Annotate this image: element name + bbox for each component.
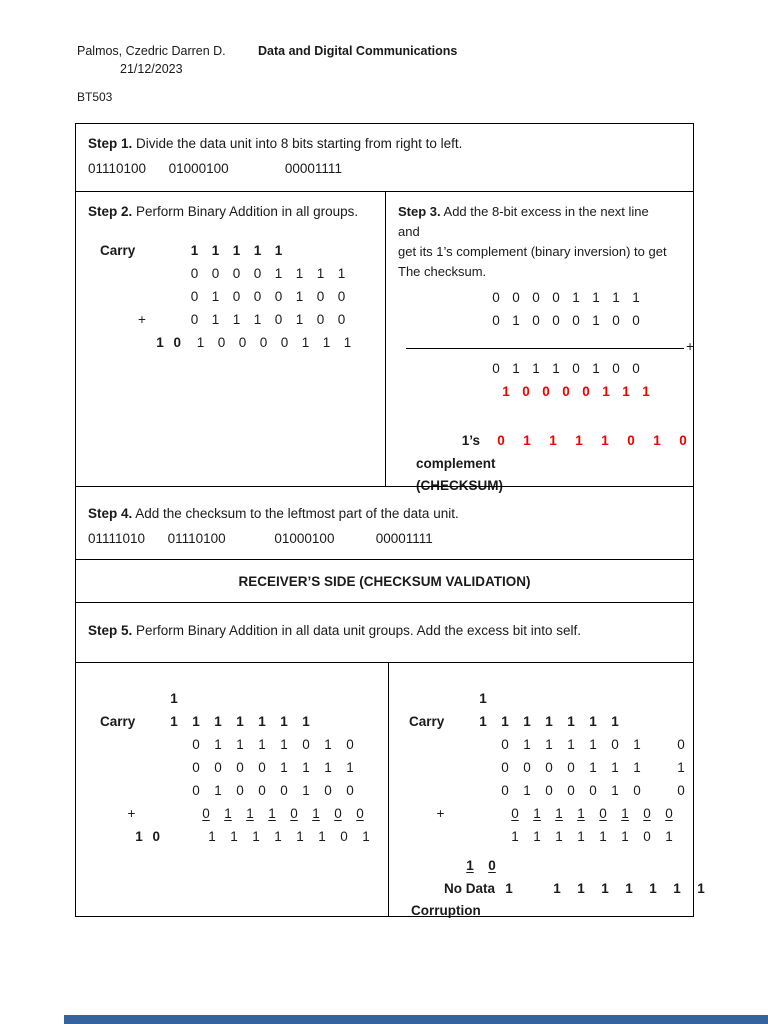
bit: 1 (697, 880, 705, 896)
bit: 0 (337, 289, 346, 305)
bit: 1 (592, 313, 600, 329)
bit: 1 (343, 335, 352, 351)
bit: 1 (268, 805, 276, 821)
bit: 0 (562, 384, 570, 400)
bit: 1 (253, 312, 262, 328)
step2-text: Step 2. Perform Binary Addition in all groups. (88, 204, 359, 219)
binary-row-label: + (436, 805, 445, 821)
bit: 0 (492, 313, 500, 329)
bit: 1 (236, 713, 244, 729)
bit: 1 (192, 713, 200, 729)
binary-row-label: + (127, 805, 136, 821)
bit (521, 879, 545, 899)
bit: 0 (599, 805, 607, 821)
bit: 0 (532, 313, 540, 329)
bit: 1 (555, 828, 563, 844)
bit: 1 (295, 266, 304, 282)
bit: 1 (258, 713, 266, 729)
bit: 0 (232, 266, 241, 282)
binary-row (88, 802, 382, 825)
bit: 1 (301, 335, 310, 351)
binary-row-label: 1 0 (156, 335, 184, 351)
bit: 0 (346, 736, 354, 752)
bit: 1 (274, 243, 283, 259)
bit: 1 (567, 713, 575, 729)
binary-row (397, 825, 713, 848)
bit: 0 (346, 782, 354, 798)
checksum-worksheet-table (75, 123, 705, 919)
bit: 0 (238, 335, 247, 351)
bit: 1 (523, 736, 531, 752)
bit: 1 (232, 243, 241, 259)
binary-row (397, 854, 713, 877)
page-footer-bar (64, 1015, 768, 1024)
bit: 0 (337, 312, 346, 328)
bit: 0 (316, 312, 325, 328)
bit: 1 (170, 690, 178, 706)
validation-right-cell (389, 663, 719, 919)
binary-row (88, 779, 382, 802)
bit (648, 735, 670, 755)
bit: 0 (211, 266, 220, 282)
bit: 0 (545, 759, 553, 775)
validation-row (76, 662, 705, 919)
bit: 0 (501, 782, 509, 798)
step1-text: Step 1. Divide the data unit into 8 bits starting from right to left. (88, 136, 463, 151)
binary-row (397, 779, 713, 802)
bit (163, 735, 185, 755)
bit: 1 (337, 266, 346, 282)
bit (482, 827, 504, 847)
bit: 1 (296, 828, 304, 844)
bit: 1 (214, 782, 222, 798)
step3-cell (386, 192, 698, 493)
step4-cell (76, 487, 693, 548)
bit: 0 (542, 384, 550, 400)
bit: 1 (479, 713, 487, 729)
binary-row (88, 263, 379, 286)
binary-row (88, 756, 382, 779)
bit: 0 (677, 782, 685, 798)
bit (648, 758, 670, 778)
bit: 1 (677, 759, 685, 775)
author-name: Palmos, Czedric Darren D. (77, 44, 226, 58)
bit: 0 (274, 289, 283, 305)
bit: 1 (170, 713, 178, 729)
bit: 0 (627, 433, 635, 449)
binary-row-label: 1 0 (135, 828, 163, 844)
bit: 0 (192, 759, 200, 775)
bit: 0 (497, 433, 505, 449)
bit: 0 (324, 782, 332, 798)
bit: 1 (673, 880, 681, 896)
bit: 1 (642, 384, 650, 400)
bit: 1 (632, 290, 640, 306)
bit: 0 (259, 335, 268, 351)
binary-row (397, 802, 713, 825)
bit: 1 (653, 433, 661, 449)
bit: 0 (643, 828, 651, 844)
bit: 1 (258, 736, 266, 752)
step3-binary-addition (398, 287, 696, 404)
bit: 0 (192, 736, 200, 752)
bit: 1 (501, 713, 509, 729)
bit: 1 (512, 313, 520, 329)
binary-row-label: Carry (409, 713, 445, 729)
bit: 0 (632, 313, 640, 329)
receiver-side-title: RECEIVER’S SIDE (CHECKSUM VALIDATION) (238, 573, 531, 589)
bit: 1 (523, 782, 531, 798)
bit: 0 (232, 289, 241, 305)
bit: 1 (622, 384, 630, 400)
bit: 0 (356, 805, 364, 821)
bit: 0 (492, 290, 500, 306)
bit: 1 (324, 759, 332, 775)
bit: 1 (601, 880, 609, 896)
bit: 1 (621, 805, 629, 821)
bit: 1 (589, 736, 597, 752)
step1-row (76, 124, 693, 191)
bit: 1 (346, 759, 354, 775)
binary-row (398, 381, 696, 404)
bit: 0 (567, 782, 575, 798)
bit: 0 (274, 312, 283, 328)
step3-text: Step 3. Add the 8-bit excess in the next line and get its 1’s complement (binary inversion) to get The checksum. (398, 204, 667, 280)
bit: 1 (214, 713, 222, 729)
bit: 1 (295, 312, 304, 328)
bit: 1 (592, 290, 600, 306)
bit: 1 (611, 759, 619, 775)
bit: 1 (625, 880, 633, 896)
binary-row (88, 286, 379, 309)
bit: 1 (274, 828, 282, 844)
binary-row-label: No Data (443, 880, 495, 896)
step4-text: Step 4. Add the checksum to the leftmost part of the data unit. (88, 506, 459, 521)
bit: 1 (611, 713, 619, 729)
bit: 0 (316, 289, 325, 305)
bit: 0 (633, 782, 641, 798)
bit: 0 (665, 805, 673, 821)
bit: 1 (533, 828, 541, 844)
bit: 1 (479, 690, 487, 706)
binary-row-label: Carry (100, 243, 136, 259)
bit: 0 (567, 759, 575, 775)
bit: 1 (324, 736, 332, 752)
course-code: BT503 (77, 90, 113, 104)
bit: 0 (190, 266, 199, 282)
binary-row (88, 332, 379, 355)
bit (472, 758, 494, 778)
binary-row (88, 710, 382, 733)
bit: 1 (523, 433, 531, 449)
bit: 1 (318, 828, 326, 844)
bit: 0 (236, 759, 244, 775)
bit: 1 (502, 384, 510, 400)
binary-row (397, 756, 713, 779)
bit: 0 (589, 782, 597, 798)
bit: 1 (649, 880, 657, 896)
bit: 1 (322, 335, 331, 351)
bit: 1 (214, 736, 222, 752)
bit: 1 (589, 713, 597, 729)
binary-row (397, 877, 713, 900)
step5-text: Step 5. Perform Binary Addition in all data unit groups. Add the excess bit into self. (88, 623, 582, 638)
bit: 1 (211, 289, 220, 305)
bit: 0 (258, 782, 266, 798)
binary-row-label: Carry (100, 713, 136, 729)
bit: 0 (552, 313, 560, 329)
validation-left-cell (76, 663, 389, 916)
bit (648, 781, 670, 801)
bit: 0 (679, 433, 687, 449)
bit: 0 (532, 290, 540, 306)
bit: 1 (511, 828, 519, 844)
binary-row (397, 733, 713, 756)
step5-cell (76, 603, 693, 641)
bit: 1 (633, 736, 641, 752)
sum-line: + (398, 333, 696, 358)
bit: 0 (512, 290, 520, 306)
bit: 1 (302, 782, 310, 798)
step2-cell (76, 192, 386, 486)
binary-row (88, 240, 379, 263)
bit: 1 (253, 243, 262, 259)
bit: 1 (577, 880, 585, 896)
binary-row (398, 430, 696, 453)
bit: 1 (601, 433, 609, 449)
binary-caption: complement (416, 455, 496, 471)
bit: 1 (196, 335, 205, 351)
bit: 0 (492, 361, 500, 377)
bit: 0 (192, 782, 200, 798)
bit: 1 (280, 713, 288, 729)
bit: 0 (236, 782, 244, 798)
bit: 1 (599, 828, 607, 844)
bit: 0 (572, 361, 580, 377)
bit: 1 (577, 828, 585, 844)
bit: 0 (253, 266, 262, 282)
bit: 1 (505, 880, 513, 896)
bit: 1 (592, 361, 600, 377)
bit: 1 (621, 828, 629, 844)
bit: 1 (533, 805, 541, 821)
bit: 0 (217, 335, 226, 351)
bit: 1 (224, 805, 232, 821)
bit: 1 (246, 805, 254, 821)
bit: 0 (214, 759, 222, 775)
bit: 1 (280, 759, 288, 775)
bit: 0 (511, 805, 519, 821)
bit: 1 (211, 243, 220, 259)
bit: 1 (549, 433, 557, 449)
bit: 0 (302, 736, 310, 752)
step2-binary-addition (88, 240, 379, 355)
bit: 1 (190, 243, 199, 259)
bit: 0 (488, 857, 496, 873)
binary-row (88, 309, 379, 332)
validation-right-addition (397, 687, 713, 848)
bit (163, 781, 185, 801)
bit: 1 (523, 713, 531, 729)
bit: 0 (632, 361, 640, 377)
bit: 0 (290, 805, 298, 821)
bit: 0 (280, 335, 289, 351)
bit: 1 (252, 828, 260, 844)
bit: 0 (552, 290, 560, 306)
binary-row (397, 710, 713, 733)
bit (472, 781, 494, 801)
bit: 1 (545, 736, 553, 752)
bit: 1 (611, 782, 619, 798)
binary-row (397, 687, 713, 710)
binary-row (88, 687, 382, 710)
bit: 1 (555, 805, 563, 821)
step4-data-units: 01111010 01110100 01000100 00001111 (88, 530, 433, 546)
bit: 1 (512, 361, 520, 377)
bit: 1 (575, 433, 583, 449)
bit: 0 (612, 313, 620, 329)
binary-row (88, 733, 382, 756)
bit (482, 804, 504, 824)
step4-row (76, 486, 693, 559)
bit: 0 (280, 782, 288, 798)
binary-row (398, 358, 696, 381)
bit: 0 (523, 759, 531, 775)
bit (163, 758, 185, 778)
bit: 0 (582, 384, 590, 400)
bit: 1 (302, 759, 310, 775)
bit: 0 (501, 759, 509, 775)
bit: 1 (612, 290, 620, 306)
bit: 1 (274, 266, 283, 282)
bit: 0 (258, 759, 266, 775)
validation-right-conclusion (397, 854, 713, 922)
bit: 1 (589, 759, 597, 775)
bit: 1 (633, 759, 641, 775)
receiver-side-header (76, 559, 693, 602)
bit: 1 (553, 880, 561, 896)
bit (472, 735, 494, 755)
bit: 0 (334, 805, 342, 821)
bit: 0 (612, 361, 620, 377)
validation-left-addition (88, 687, 382, 848)
bit: 0 (202, 805, 210, 821)
bit: 1 (665, 828, 673, 844)
bit: 1 (232, 312, 241, 328)
bit (173, 804, 195, 824)
binary-row-label: 1’s (461, 433, 480, 449)
bit: 1 (567, 736, 575, 752)
binary-row-label: + (138, 312, 146, 328)
bit: 0 (190, 312, 199, 328)
bit: 1 (466, 857, 474, 873)
bit: 1 (295, 289, 304, 305)
bit: 1 (208, 828, 216, 844)
bit: 1 (602, 384, 610, 400)
bit: 1 (532, 361, 540, 377)
step1-cell (76, 124, 693, 178)
bit: 1 (236, 736, 244, 752)
bit (179, 827, 201, 847)
step5-row (76, 602, 693, 662)
bit: 1 (362, 828, 370, 844)
binary-row (398, 310, 696, 333)
bit: 0 (545, 782, 553, 798)
bit: 1 (280, 736, 288, 752)
binary-row (88, 825, 382, 848)
bit: 0 (572, 313, 580, 329)
binary-row (398, 287, 696, 310)
bit: 0 (643, 805, 651, 821)
bit: 1 (545, 713, 553, 729)
binary-caption: Corruption (411, 903, 481, 919)
bit: 1 (230, 828, 238, 844)
document-date: 21/12/2023 (120, 62, 183, 76)
binary-caption: (CHECKSUM) (416, 477, 503, 493)
step2-step3-row (76, 191, 694, 493)
bit: 1 (312, 805, 320, 821)
bit: 1 (577, 805, 585, 821)
bit: 0 (253, 289, 262, 305)
bit: 1 (211, 312, 220, 328)
bit: 0 (501, 736, 509, 752)
bit: 0 (611, 736, 619, 752)
bit: 1 (552, 361, 560, 377)
step1-data-units: 01110100 01000100 00001111 (88, 160, 342, 176)
bit: 1 (572, 290, 580, 306)
bit: 0 (190, 289, 199, 305)
course-title: Data and Digital Communications (258, 44, 458, 58)
bit: 1 (316, 266, 325, 282)
bit: 1 (302, 713, 310, 729)
bit: 0 (677, 736, 685, 752)
bit: 0 (340, 828, 348, 844)
bit: 0 (522, 384, 530, 400)
